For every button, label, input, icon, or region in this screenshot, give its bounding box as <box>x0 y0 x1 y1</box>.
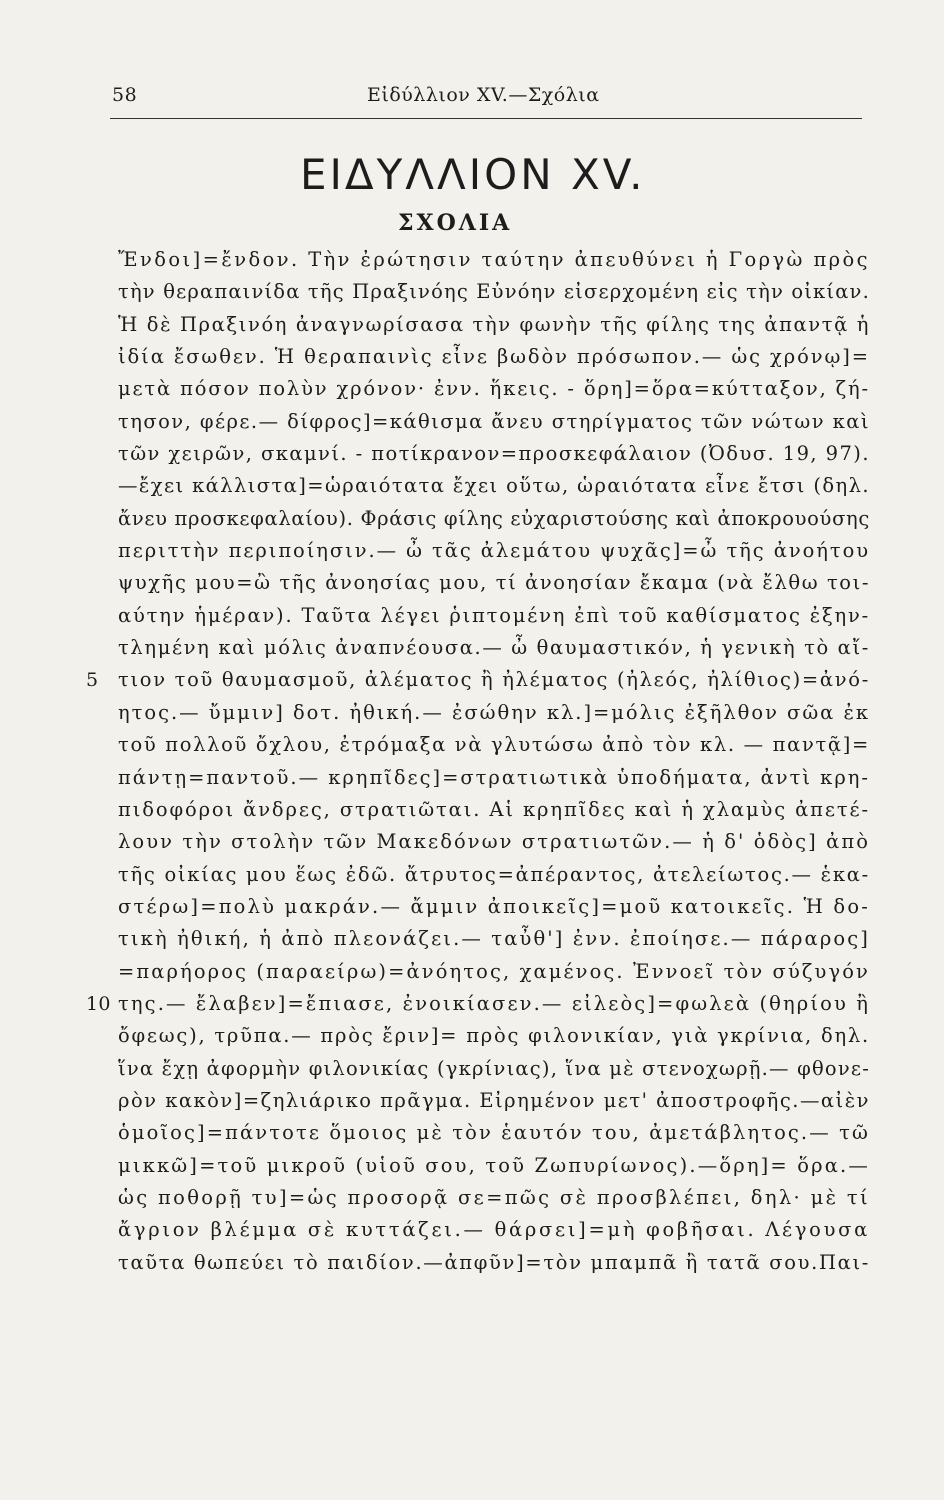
commentary-text <box>86 244 878 1279</box>
text-line <box>118 697 878 729</box>
text-line <box>118 406 878 438</box>
text-line-content: τλημένη καὶ μόλις ἀναπνέουσα.— ὦ θαυμαστικόν, ἡ γενικὴ τὸ αἴ- <box>118 636 870 660</box>
text-line <box>118 341 878 373</box>
text-line-content: =παρήορος (παραείρω)=ἀνόητος, χαμένος. Ἐννοεῖ τὸν σύζυγόν <box>118 959 870 983</box>
text-line-content: μετὰ πόσον πολὺν χρόνον· ἐνν. ἥκεις. - ὅρη]=ὅρα=κύτταξον, ζή- <box>118 377 870 401</box>
chapter-title: ΕΙΔΥΛΛΙΟΝ XV. <box>300 150 646 199</box>
text-line <box>118 1150 878 1182</box>
text-line <box>118 600 878 632</box>
section-subtitle: ΣΧΟΛΙΑ <box>398 210 513 236</box>
text-line <box>118 762 878 794</box>
text-line-content: τικὴ ἠθική, ἡ ἀπὸ πλεονάζει.— ταὖθ'] ἐνν. ἐποίησε.— πάραρος] <box>118 927 871 951</box>
text-line-content: ταῦτα θωπεύει τὸ παιδίον.—ἀπφῦν]=τὸν μπαμπᾶ ἢ τατᾶ σου.Παι- <box>118 1250 871 1274</box>
text-line <box>118 1085 878 1117</box>
text-line-content: της.— ἔλαβεν]=ἔπιασε, ἐνοικίασεν.— εἰλεὸς]=φωλεὰ (θηρίου ἢ <box>118 991 871 1015</box>
text-line <box>118 956 878 988</box>
text-line-content: ητος.— ὔμμιν] δοτ. ἠθική.— ἐσώθην κλ.]=μόλις ἐξῆλθον σῶα ἐκ <box>118 700 871 724</box>
text-line <box>118 826 878 858</box>
text-line <box>118 1182 878 1214</box>
text-line <box>118 891 878 923</box>
text-line-content: πάντῃ=παντοῦ.— κρηπῖδες]=στρατιωτικὰ ὑποδήματα, ἀντὶ κρη- <box>118 765 870 789</box>
text-line <box>118 373 878 405</box>
text-line-content: λουν τὴν στολὴν τῶν Μακεδόνων στρατιωτῶν.— ἡ δ' ὁδὸς] ἀπὸ <box>118 830 871 854</box>
text-line <box>118 632 878 664</box>
text-line <box>118 244 878 276</box>
text-line-content: ἄνευ προσκεφαλαίου). Φράσις φίλης εὐχαριστούσης καὶ ἀποκρουούσης <box>118 506 871 530</box>
text-line <box>118 470 878 502</box>
running-head <box>112 84 864 114</box>
text-line <box>118 923 878 955</box>
text-line-content: περιττὴν περιποίησιν.— ὦ τᾶς ἀλεμάτου ψυχᾶς]=ὦ τῆς ἀνοήτου <box>118 539 871 563</box>
text-line <box>118 535 878 567</box>
text-line-content: ἄγριον βλέμμα σὲ κυττάζει.— θάρσει]=μὴ φοβῆσαι. Λέγουσα <box>118 1218 870 1242</box>
text-line-content: Ἡ δὲ Πραξινόη ἀναγνωρίσασα τὴν φωνὴν τῆς φίλης της ἀπαντᾷ ἡ <box>118 312 871 336</box>
text-line <box>118 859 878 891</box>
text-line <box>86 988 878 1020</box>
text-line <box>118 503 878 535</box>
page-number: 58 <box>112 84 138 106</box>
text-line-content: ἵνα ἔχῃ ἀφορμὴν φιλονικίας (γκρίνιας), ἵνα μὲ στενοχωρῇ.— φθονε- <box>118 1056 871 1080</box>
text-line <box>118 794 878 826</box>
text-line-content: τῆς οἰκίας μου ἕως ἐδῶ. ἄτρυτος=ἀπέραντος, ἀτελείωτος.— ἑκα- <box>118 862 870 886</box>
text-line-content: τὴν θεραπαινίδα τῆς Πραξινόης Εὐνόην εἰσερχομένη εἰς τὴν οἰκίαν. <box>118 280 870 304</box>
text-line-content: τῶν χειρῶν, σκαμνί. - ποτίκρανον=προσκεφάλαιον (Ὀδυσ. 19, 97). <box>118 442 870 466</box>
text-line-content: μικκῶ]=τοῦ μικροῦ (υἱοῦ σου, τοῦ Ζωπυρίωνος).—ὅρη]= ὅρα.— <box>118 1153 871 1177</box>
text-line <box>118 1214 878 1246</box>
text-line-content: αύτην ἡμέραν). Ταῦτα λέγει ῥιπτομένη ἐπὶ τοῦ καθίσματος ἐξην- <box>118 603 871 627</box>
text-line <box>118 729 878 761</box>
text-line <box>118 309 878 341</box>
text-line-content: πιδοφόροι ἄνδρες, στρατιῶται. Αἱ κρηπῖδες καὶ ἡ χλαμὺς ἀπετέ- <box>118 797 870 821</box>
text-line-content: Ἔνδοι]=ἔνδον. Τὴν ἐρώτησιν ταύτην ἀπευθύνει ἡ Γοργὼ πρὸς <box>118 248 870 271</box>
running-title: Εἰδύλλιον XV.—Σχόλια <box>367 84 600 106</box>
text-line <box>86 664 878 696</box>
text-line-content: ὡς ποθορῇ τυ]=ὡς προσορᾷ σε=πῶς σὲ προσβλέπει, δηλ· μὲ τί <box>118 1185 871 1209</box>
text-line-content: τοῦ πολλοῦ ὄχλου, ἐτρόμαξα νὰ γλυτώσω ἀπὸ τὸν κλ. — παντᾷ]= <box>118 733 871 757</box>
text-line-content: ψυχῆς μου=ὢ τῆς ἀνοησίας μου, τί ἀνοησίαν ἔκαμα (νὰ ἔλθω τοι- <box>118 571 871 595</box>
text-line <box>118 276 878 308</box>
text-line <box>118 1053 878 1085</box>
text-line-content: —ἔχει κάλλιστα]=ὡραιότατα ἔχει οὕτω, ὡραιότατα εἶνε ἔτσι (δηλ. <box>118 474 870 498</box>
text-line <box>118 567 878 599</box>
text-line-content: ὄφεως), τρῦπα.— πρὸς ἔριν]= πρὸς φιλονικίαν, γιὰ γκρίνια, δηλ. <box>118 1024 870 1048</box>
text-line <box>118 1117 878 1149</box>
line-number: 10 <box>86 992 111 1015</box>
line-number: 5 <box>86 669 99 692</box>
text-line-content: ἰδία ἔσωθεν. Ἡ θεραπαινὶς εἶνε βωδὸν πρόσωπον.— ὡς χρόνῳ]= <box>118 345 870 369</box>
text-line <box>118 1247 878 1279</box>
text-line-content: ρὸν κακὸν]=ζηλιάρικο πρᾶγμα. Εἰρημένον μετ' ἀποστροφῆς.—αἰὲν <box>118 1088 870 1112</box>
text-line <box>118 438 878 470</box>
text-line-content: στέρω]=πολὺ μακράν.— ἄμμιν ἀποικεῖς]=μοῦ κατοικεῖς. Ἡ δο- <box>118 894 871 918</box>
text-line-content: τιον τοῦ θαυμασμοῦ, ἀλέματος ἢ ἠλέματος (ἠλεός, ἠλίθιος)=ἀνό- <box>118 668 870 692</box>
text-line <box>118 1020 878 1052</box>
text-line-content: ὁμοῖος]=πάντοτε ὅμοιος μὲ τὸν ἑαυτόν του, ἀμετάβλητος.— τῶ <box>118 1121 870 1145</box>
text-line-content: τησον, φέρε.— δίφρος]=κάθισμα ἄνευ στηρίγματος τῶν νώτων καὶ <box>118 409 870 433</box>
header-rule <box>110 118 862 119</box>
